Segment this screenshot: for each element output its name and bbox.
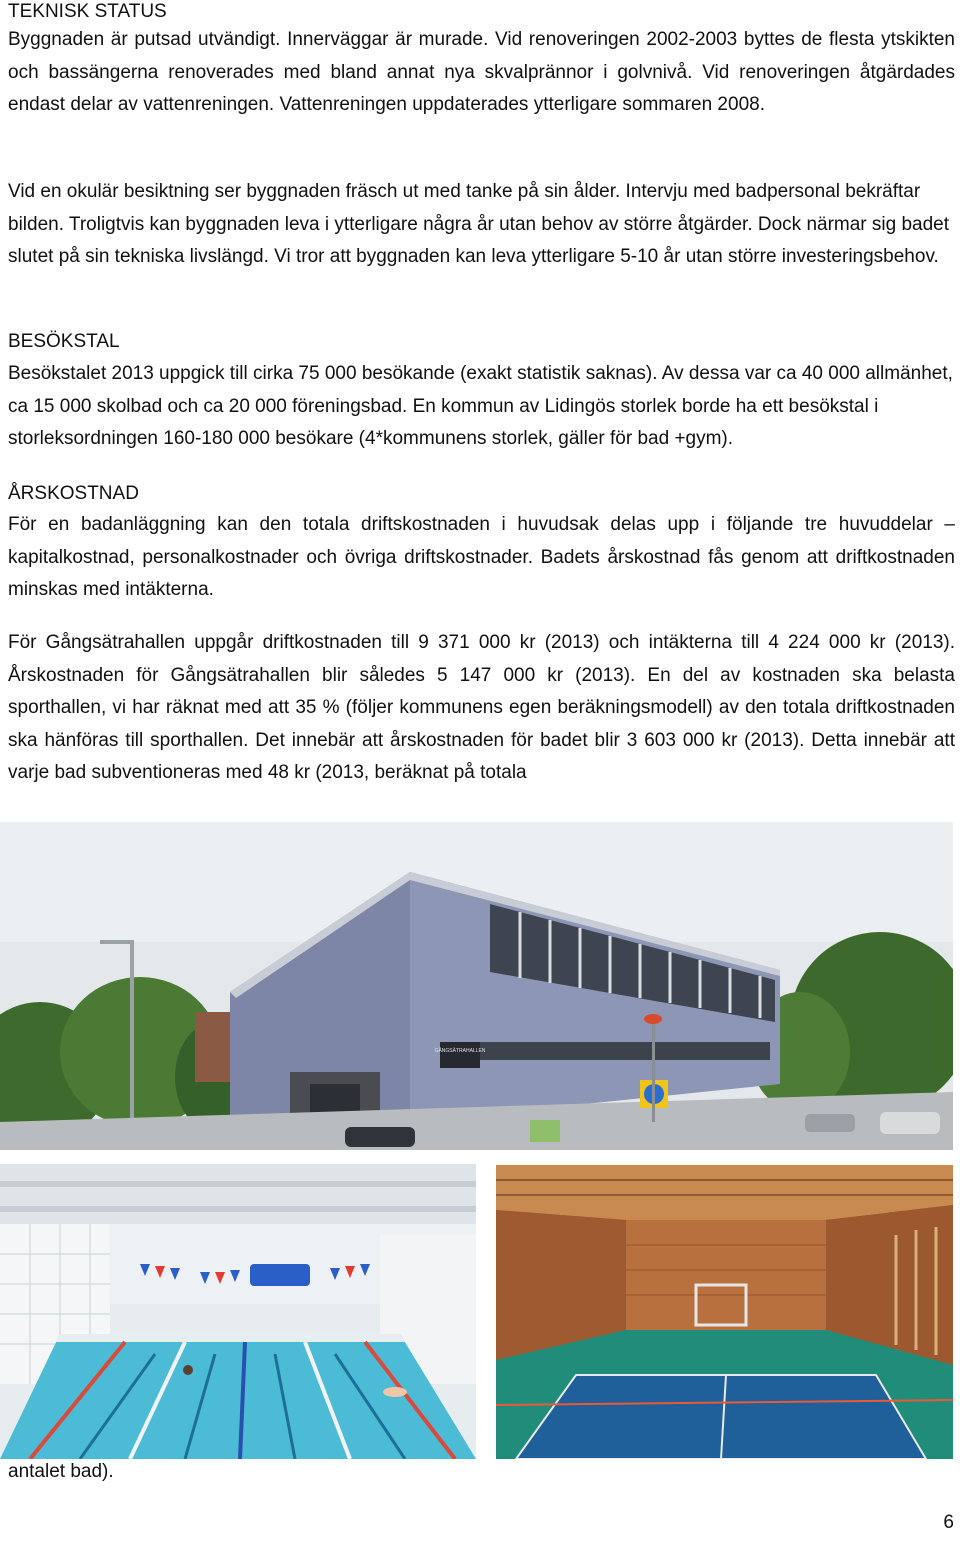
paragraph-besokstal-1: Besökstalet 2013 uppgick till cirka 75 000 besökande (exakt statistik saknas). Av dessa var ca 40 000 allmänhet, ca 15 000 skolbad och ca 20 000 föreningsbad. En kommun av Lidingös storlek borde ha ett besökstal i storleksordningen 160-180 000 besökare (4*kommunens storlek, gäller för bad +gym). — [8, 363, 953, 449]
building-sign-text: GÅNGSÄTRAHALLEN — [434, 1048, 486, 1054]
sports-hall-photo — [496, 1165, 953, 1459]
page-number: 6 — [943, 1512, 954, 1533]
building-exterior-photo — [0, 822, 953, 1150]
paragraph-teknisk-2: Vid en okulär besiktning ser byggnaden fräsch ut med tanke på sin ålder. Intervju med badpersonal bekräftar bilden. Troligtvis kan byggnaden leva i ytterligare några år utan behov av större åtgärder. Dock närmar sig badet slutet på sin tekniska livslängd. Vi tror att byggnaden kan leva ytterligare 5-10 år utan större investeringsbehov. — [8, 181, 950, 267]
section-heading-teknisk-status: TEKNISK STATUS — [8, 1, 167, 22]
paragraph-arskostnad-2: För Gångsätrahallen uppgår driftkostnaden till 9 371 000 kr (2013) och intäkterna till 4 224 000 kr (2013). Årskostnaden för Gångsätrahallen blir således 5 147 000 kr (2013). En del av kostnaden ska belasta sporthallen, vi har räknat med att 35 % (följer kommunens egen beräkningsmodell) av den totala driftkostnaden ska hänföras till sporthallen. Det innebär att årskostnaden för badet blir 3 603 000 kr (2013). Detta innebär att varje bad subventioneras med 48 kr (2013, beräknat på totala — [8, 632, 955, 783]
paragraph-teknisk-1: Byggnaden är putsad utvändigt. Innerväggar är murade. Vid renoveringen 2002-2003 byttes de flesta ytskikten och bassängerna renoverades med bland annat nya skvalprännor i golvnivå. Vid renoveringen åtgärdades endast delar av vattenreningen. Vattenreningen uppdaterades ytterligare sommaren 2008. — [8, 29, 955, 115]
swimming-pool-photo — [0, 1164, 476, 1459]
paragraph-continuation: antalet bad). — [8, 1461, 114, 1482]
section-heading-besokstal: BESÖKSTAL — [8, 331, 120, 352]
paragraph-arskostnad-1: För en badanläggning kan den totala driftskostnaden i huvudsak delas upp i följande tre huvuddelar – kapitalkostnad, personalkostnader och övriga driftskostnader. Badets årskostnad fås genom att driftkostnaden minskas med intäkterna. — [8, 514, 955, 600]
section-heading-arskostnad: ÅRSKOSTNAD — [8, 483, 139, 504]
